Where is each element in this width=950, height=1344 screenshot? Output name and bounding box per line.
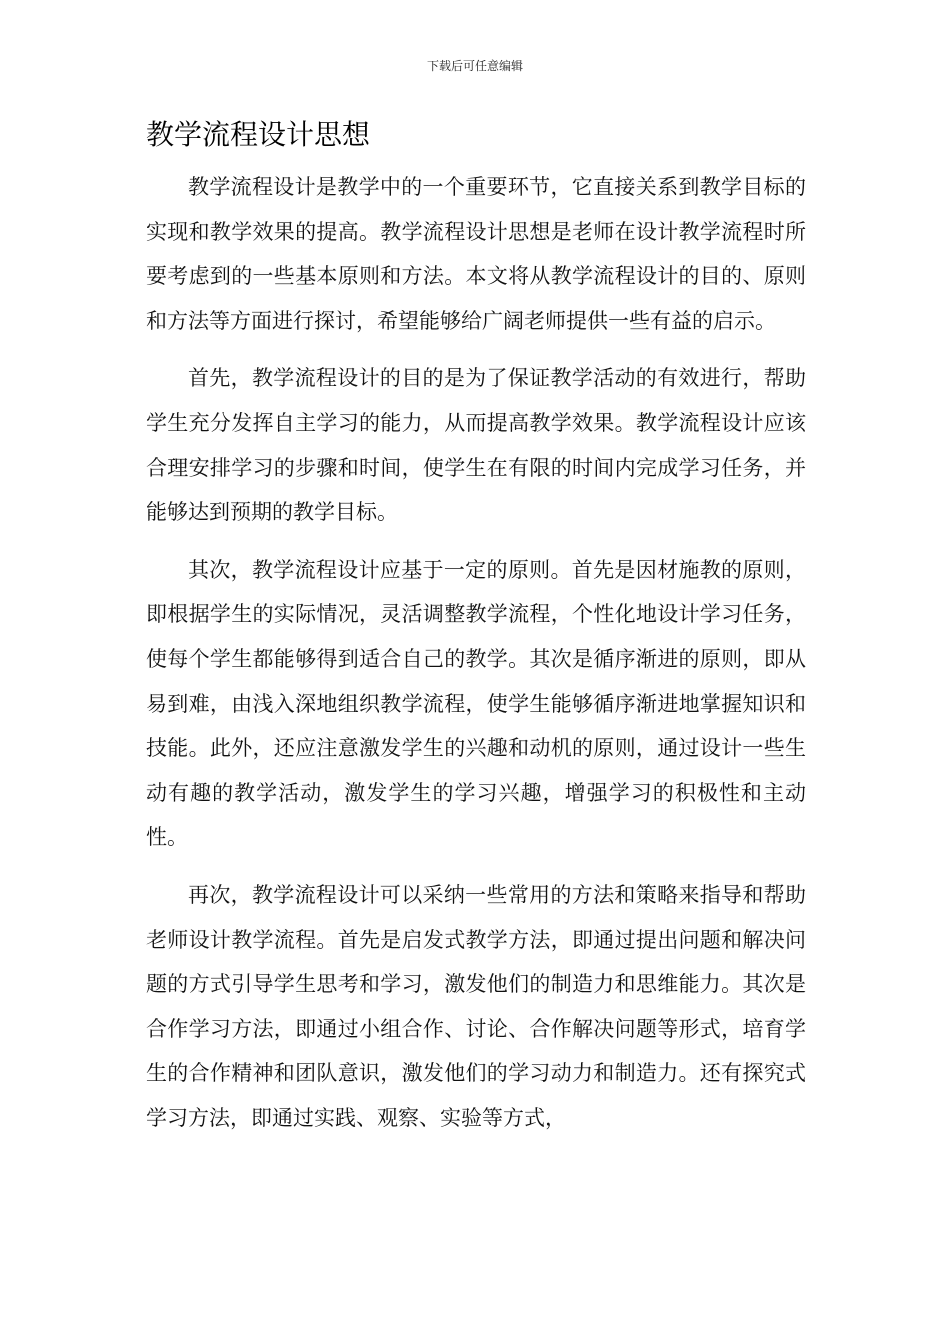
document-title: 教学流程设计思想: [146, 118, 371, 151]
page-header-note: 下载后可任意编辑: [426, 59, 523, 73]
paragraph-intro: 教学流程设计是教学中的一个重要环节，它直接关系到教学目标的实现和教学效果的提高。教学流程设计思想是老师在设计教学流程时所要考虑到的一些基本原则和方法。本文将从教学流程设计的目的、原则和方法等方面进行探讨，希望能够给广阔老师提供一些有益的启示。: [146, 175, 806, 333]
paragraph-principles: 其次，教学流程设计应基于一定的原则。首先是因材施教的原则，即根据学生的实际情况，灵活调整教学流程，个性化地设计学习任务，使每个学生都能够得到适合自己的教学。其次是循序渐进的原则，即从易到难，由浅入深地组织教学流程，使学生能够循序渐进地掌握知识和技能。此外，还应注意激发学生的兴趣和动机的原则，通过设计一些生动有趣的教学活动，激发学生的学习兴趣，增强学习的积极性和主动性。: [146, 557, 806, 850]
paragraph-purpose: 首先，教学流程设计的目的是为了保证教学活动的有效进行，帮助学生充分发挥自主学习的能力，从而提高教学效果。教学流程设计应该合理安排学习的步骤和时间，使学生在有限的时间内完成学习任务，并能够达到预期的教学目标。: [146, 366, 806, 525]
document-body: [146, 165, 806, 1153]
paragraph-methods: 再次，教学流程设计可以采纳一些常用的方法和策略来指导和帮助老师设计教学流程。首先是启发式教学方法，即通过提出问题和解决问题的方式引导学生思考和学习，激发他们的制造力和思维能力。其次是合作学习方法，即通过小组合作、讨论、合作解决问题等形式，培育学生的合作精神和团队意识，激发他们的学习动力和制造力。还有探究式学习方法，即通过实践、观察、实验等方式，: [146, 882, 806, 1130]
